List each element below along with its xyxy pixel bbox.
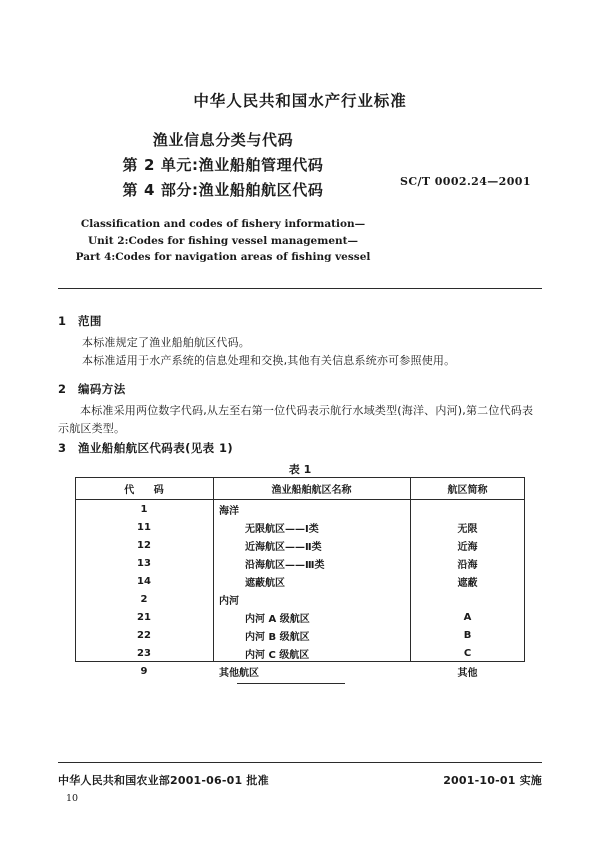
table-header-code-label: 代 码 — [124, 484, 172, 496]
standard-organization-line: 中华人民共和国水产行业标准 — [193, 92, 407, 110]
table-row — [75, 572, 525, 590]
section-2-title: 编码方法 — [78, 382, 126, 396]
table-column-divider-1 — [213, 477, 214, 662]
table-cell-name: 沿海航区——Ⅲ类 — [245, 559, 325, 571]
table-caption: 表 1 — [288, 463, 312, 476]
title-divider-rule — [58, 288, 542, 289]
chinese-title-block — [58, 128, 388, 203]
table-cell-code: 21 — [137, 611, 151, 623]
english-title-line-1: Classification and codes of fishery information— — [80, 218, 366, 230]
table-cell-abbr: A — [463, 611, 472, 623]
table-cell-code: 22 — [137, 629, 151, 641]
table-cell-abbr: 无限 — [457, 523, 478, 535]
section-3-title: 渔业船舶航区代码表(见表 1) — [78, 441, 234, 455]
section-1-number: 1 — [58, 314, 67, 328]
footer-divider-rule — [58, 762, 542, 763]
table-header-name: 渔业船舶航区名称 — [213, 477, 410, 500]
table-row — [75, 518, 525, 536]
chinese-title-line-3: 第 4 部分:渔业船舶航区代码 — [122, 181, 324, 199]
table-cell-abbr: 沿海 — [457, 559, 478, 571]
table-cell-code: 11 — [137, 521, 151, 533]
page-number: 10 — [66, 793, 79, 804]
section-3-number: 3 — [58, 441, 67, 455]
navigation-area-code-table — [75, 477, 525, 680]
table-cell-name: 内河 B 级航区 — [245, 631, 310, 643]
table-body — [75, 500, 525, 681]
section-1-paragraph-2: 本标准适用于水产系统的信息处理和交换,其他有关信息系统亦可参照使用。 — [82, 354, 456, 367]
chinese-title-line-2: 第 2 单元:渔业船舶管理代码 — [122, 156, 324, 174]
table-row — [75, 590, 525, 608]
table-column-divider-2 — [410, 477, 411, 662]
standard-number: SC/T 0002.24—2001 — [400, 175, 531, 188]
table-cell-code: 23 — [137, 647, 151, 659]
table-cell-name: 海洋 — [219, 505, 239, 517]
table-cell-abbr: 近海 — [457, 541, 478, 553]
section-end-rule — [237, 683, 345, 684]
table-header-abbr: 航区简称 — [410, 477, 525, 500]
english-title-line-2: Unit 2:Codes for fishing vessel management— — [87, 234, 358, 247]
table-border-right — [524, 477, 525, 662]
footer-implementation-text: 2001-10-01 实施 — [443, 774, 542, 787]
table-border-bottom — [75, 661, 525, 662]
table-cell-code: 12 — [137, 539, 151, 551]
table-cell-name: 内河 — [219, 595, 239, 607]
table-row — [75, 644, 525, 662]
table-cell-name: 无限航区——Ⅰ类 — [245, 523, 319, 535]
table-border-left — [75, 477, 76, 662]
english-title-block — [58, 216, 388, 266]
table-cell-abbr: C — [463, 647, 472, 659]
section-1-title: 范围 — [78, 314, 102, 328]
footer-approval-text: 中华人民共和国农业部2001-06-01 批准 — [58, 774, 269, 787]
table-cell-abbr: 遮蔽 — [457, 577, 478, 589]
table-cell-code: 14 — [137, 575, 151, 587]
section-2-number: 2 — [58, 382, 67, 396]
table-cell-code: 9 — [140, 665, 148, 677]
table-cell-code: 2 — [140, 593, 148, 605]
section-1-heading — [58, 313, 102, 329]
table-border-top — [75, 477, 525, 478]
table-cell-abbr — [410, 500, 525, 519]
table-row — [75, 626, 525, 644]
table-cell-abbr: 其他 — [457, 667, 478, 679]
chinese-title-line-1: 渔业信息分类与代码 — [152, 131, 294, 149]
table-cell-name: 其他航区 — [219, 667, 259, 679]
english-title-line-3: Part 4:Codes for navigation areas of fishing vessel — [75, 251, 371, 263]
section-3-heading — [58, 440, 233, 456]
table-row — [75, 536, 525, 554]
table-row — [75, 500, 525, 519]
section-2-paragraph-1: 本标准采用两位数字代码,从左至右第一位代码表示航行水域类型(海洋、内河),第二位代码表示航区类型。 — [58, 404, 534, 435]
section-1-paragraph-1: 本标准规定了渔业船舶航区代码。 — [82, 336, 250, 349]
table-cell-name: 内河 C 级航区 — [245, 649, 310, 661]
table-header-row — [75, 477, 525, 500]
table-cell-name: 近海航区——Ⅱ类 — [245, 541, 322, 553]
table-cell-name: 遮蔽航区 — [245, 577, 285, 589]
table-cell-code: 1 — [140, 503, 148, 515]
table-cell-abbr: B — [463, 629, 472, 641]
section-2-heading — [58, 381, 126, 397]
table-row — [75, 554, 525, 572]
table-header-separator — [75, 499, 525, 500]
table-row — [75, 662, 525, 680]
table-row — [75, 608, 525, 626]
table-cell-abbr — [410, 590, 525, 608]
table-cell-name: 内河 A 级航区 — [245, 613, 310, 625]
table-header-code — [75, 477, 213, 500]
table-cell-code: 13 — [137, 557, 151, 569]
